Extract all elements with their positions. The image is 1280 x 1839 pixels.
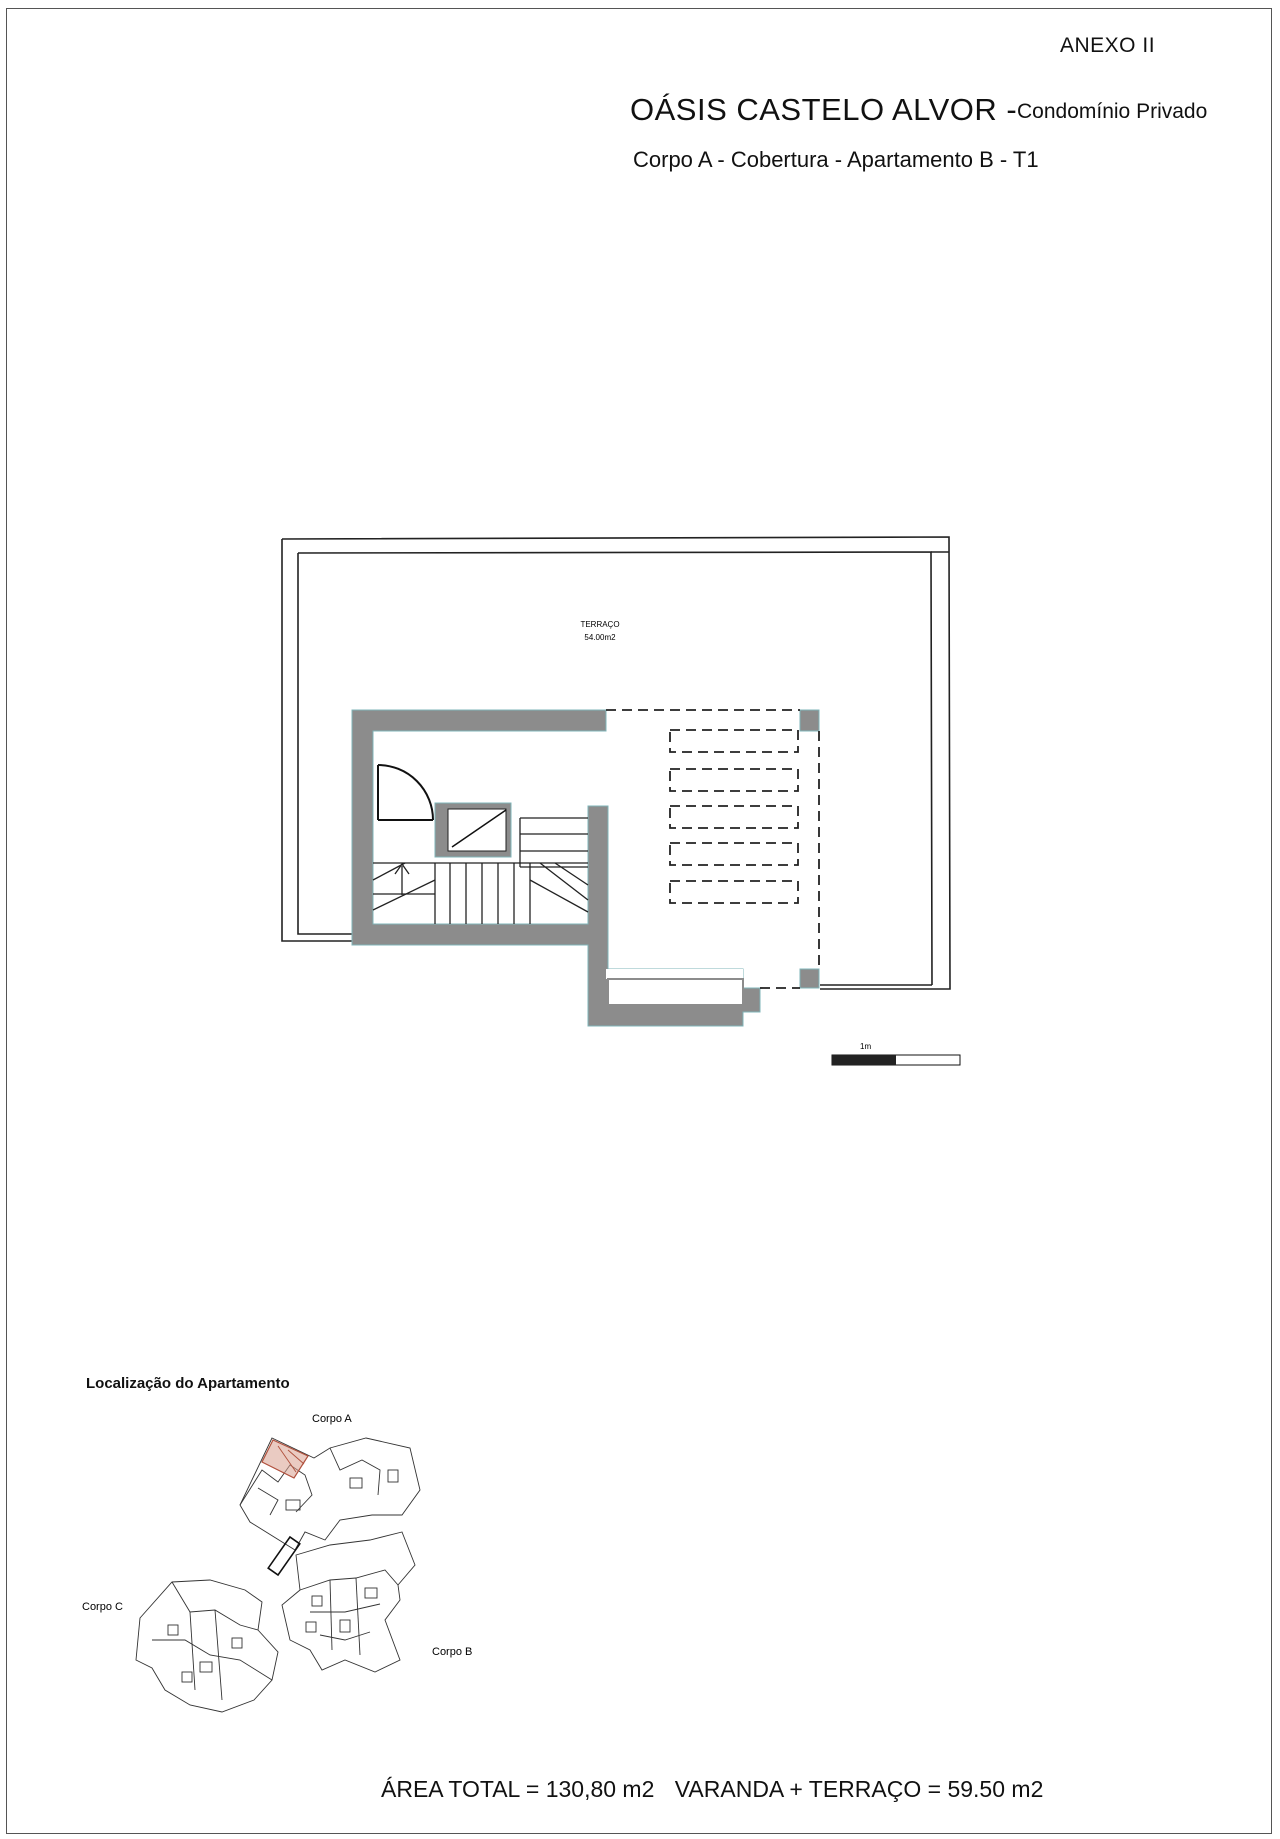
terrace-label: TERRAÇO <box>580 620 620 629</box>
location-title: Localização do Apartamento <box>86 1375 290 1392</box>
balcony-terrace-area: VARANDA + TERRAÇO = 59.50 m2 <box>674 1776 1044 1802</box>
stair-core-walls <box>352 710 819 1026</box>
total-area: ÁREA TOTAL = 130,80 m2 <box>381 1776 655 1802</box>
door-swing <box>378 765 433 820</box>
corpo-c-label: Corpo C <box>82 1601 123 1613</box>
pergola-dashed <box>606 710 819 988</box>
corpo-a-label: Corpo A <box>312 1413 352 1425</box>
apartment-subtitle: Corpo A - Cobertura - Apartamento B - T1 <box>633 147 1039 172</box>
annex-label: ANEXO II <box>1060 34 1156 57</box>
project-title-suffix: Condomínio Privado <box>1017 100 1208 123</box>
project-title: OÁSIS CASTELO ALVOR - <box>630 92 1018 127</box>
scale-bar <box>832 1042 960 1065</box>
footer-areas <box>381 1776 1057 1803</box>
terrace-outline <box>282 537 950 989</box>
corpo-b-label: Corpo B <box>432 1646 473 1658</box>
scale-label: 1m <box>860 1042 872 1051</box>
location-map <box>136 1438 420 1712</box>
terrace-area: 54.00m2 <box>584 633 616 642</box>
